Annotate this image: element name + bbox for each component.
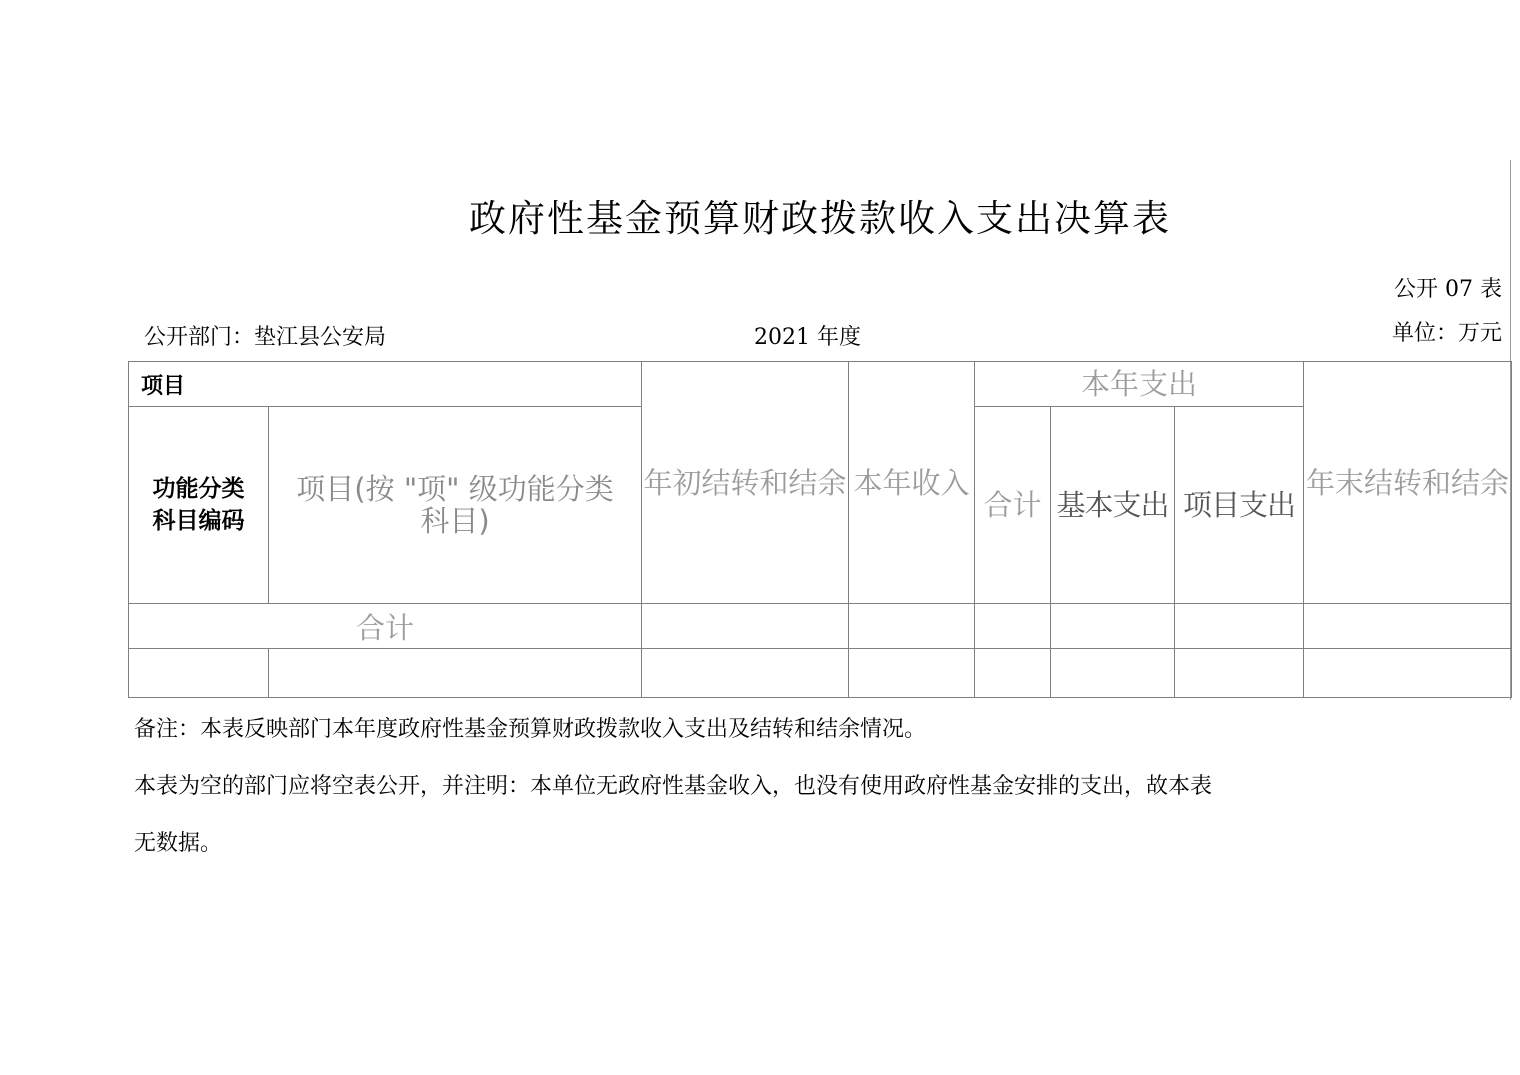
fiscal-year: 2021 年度 (754, 325, 861, 350)
header-expense-group: 本年支出 (975, 362, 1304, 407)
header-project: 项目 (129, 362, 642, 407)
total-row-label: 合计 (129, 604, 642, 649)
header-code: 功能分类科目编码 (129, 407, 269, 604)
header-end-balance: 年末结转和结余 (1304, 362, 1512, 604)
table-cell (269, 649, 642, 698)
unit-label: 单位：万元 (1391, 321, 1502, 346)
header-income: 本年收入 (849, 362, 975, 604)
total-end-balance (1304, 604, 1512, 649)
header-expense-total: 合计 (975, 407, 1051, 604)
header-expense-project: 项目支出 (1175, 407, 1304, 604)
fund-budget-table (128, 361, 1512, 698)
note-line-1: 备注：本表反映部门本年度政府性基金预算财政拨款收入支出及结转和结余情况。 (134, 717, 927, 742)
total-begin-balance (642, 604, 849, 649)
total-expense (975, 604, 1051, 649)
department-label: 公开部门：垫江县公安局 (144, 325, 387, 350)
header-expense-basic: 基本支出 (1051, 407, 1175, 604)
total-basic (1051, 604, 1175, 649)
header-begin-balance: 年初结转和结余 (642, 362, 849, 604)
form-number: 公开 07 表 (1394, 277, 1502, 302)
table-cell (129, 649, 269, 698)
table-cell (975, 649, 1051, 698)
header-item-name: 项目(按 "项" 级功能分类科目) (269, 407, 642, 604)
table-cell (642, 649, 849, 698)
note-line-3: 无数据。 (134, 831, 223, 856)
table-cell (1175, 649, 1304, 698)
total-income (849, 604, 975, 649)
page-title: 政府性基金预算财政拨款收入支出决算表 (469, 197, 1171, 240)
total-project (1175, 604, 1304, 649)
note-line-2: 本表为空的部门应将空表公开，并注明：本单位无政府性基金收入，也没有使用政府性基金安排的支出，故本表 (134, 774, 1213, 799)
table-cell (849, 649, 975, 698)
table-cell (1304, 649, 1512, 698)
table-cell (1051, 649, 1175, 698)
